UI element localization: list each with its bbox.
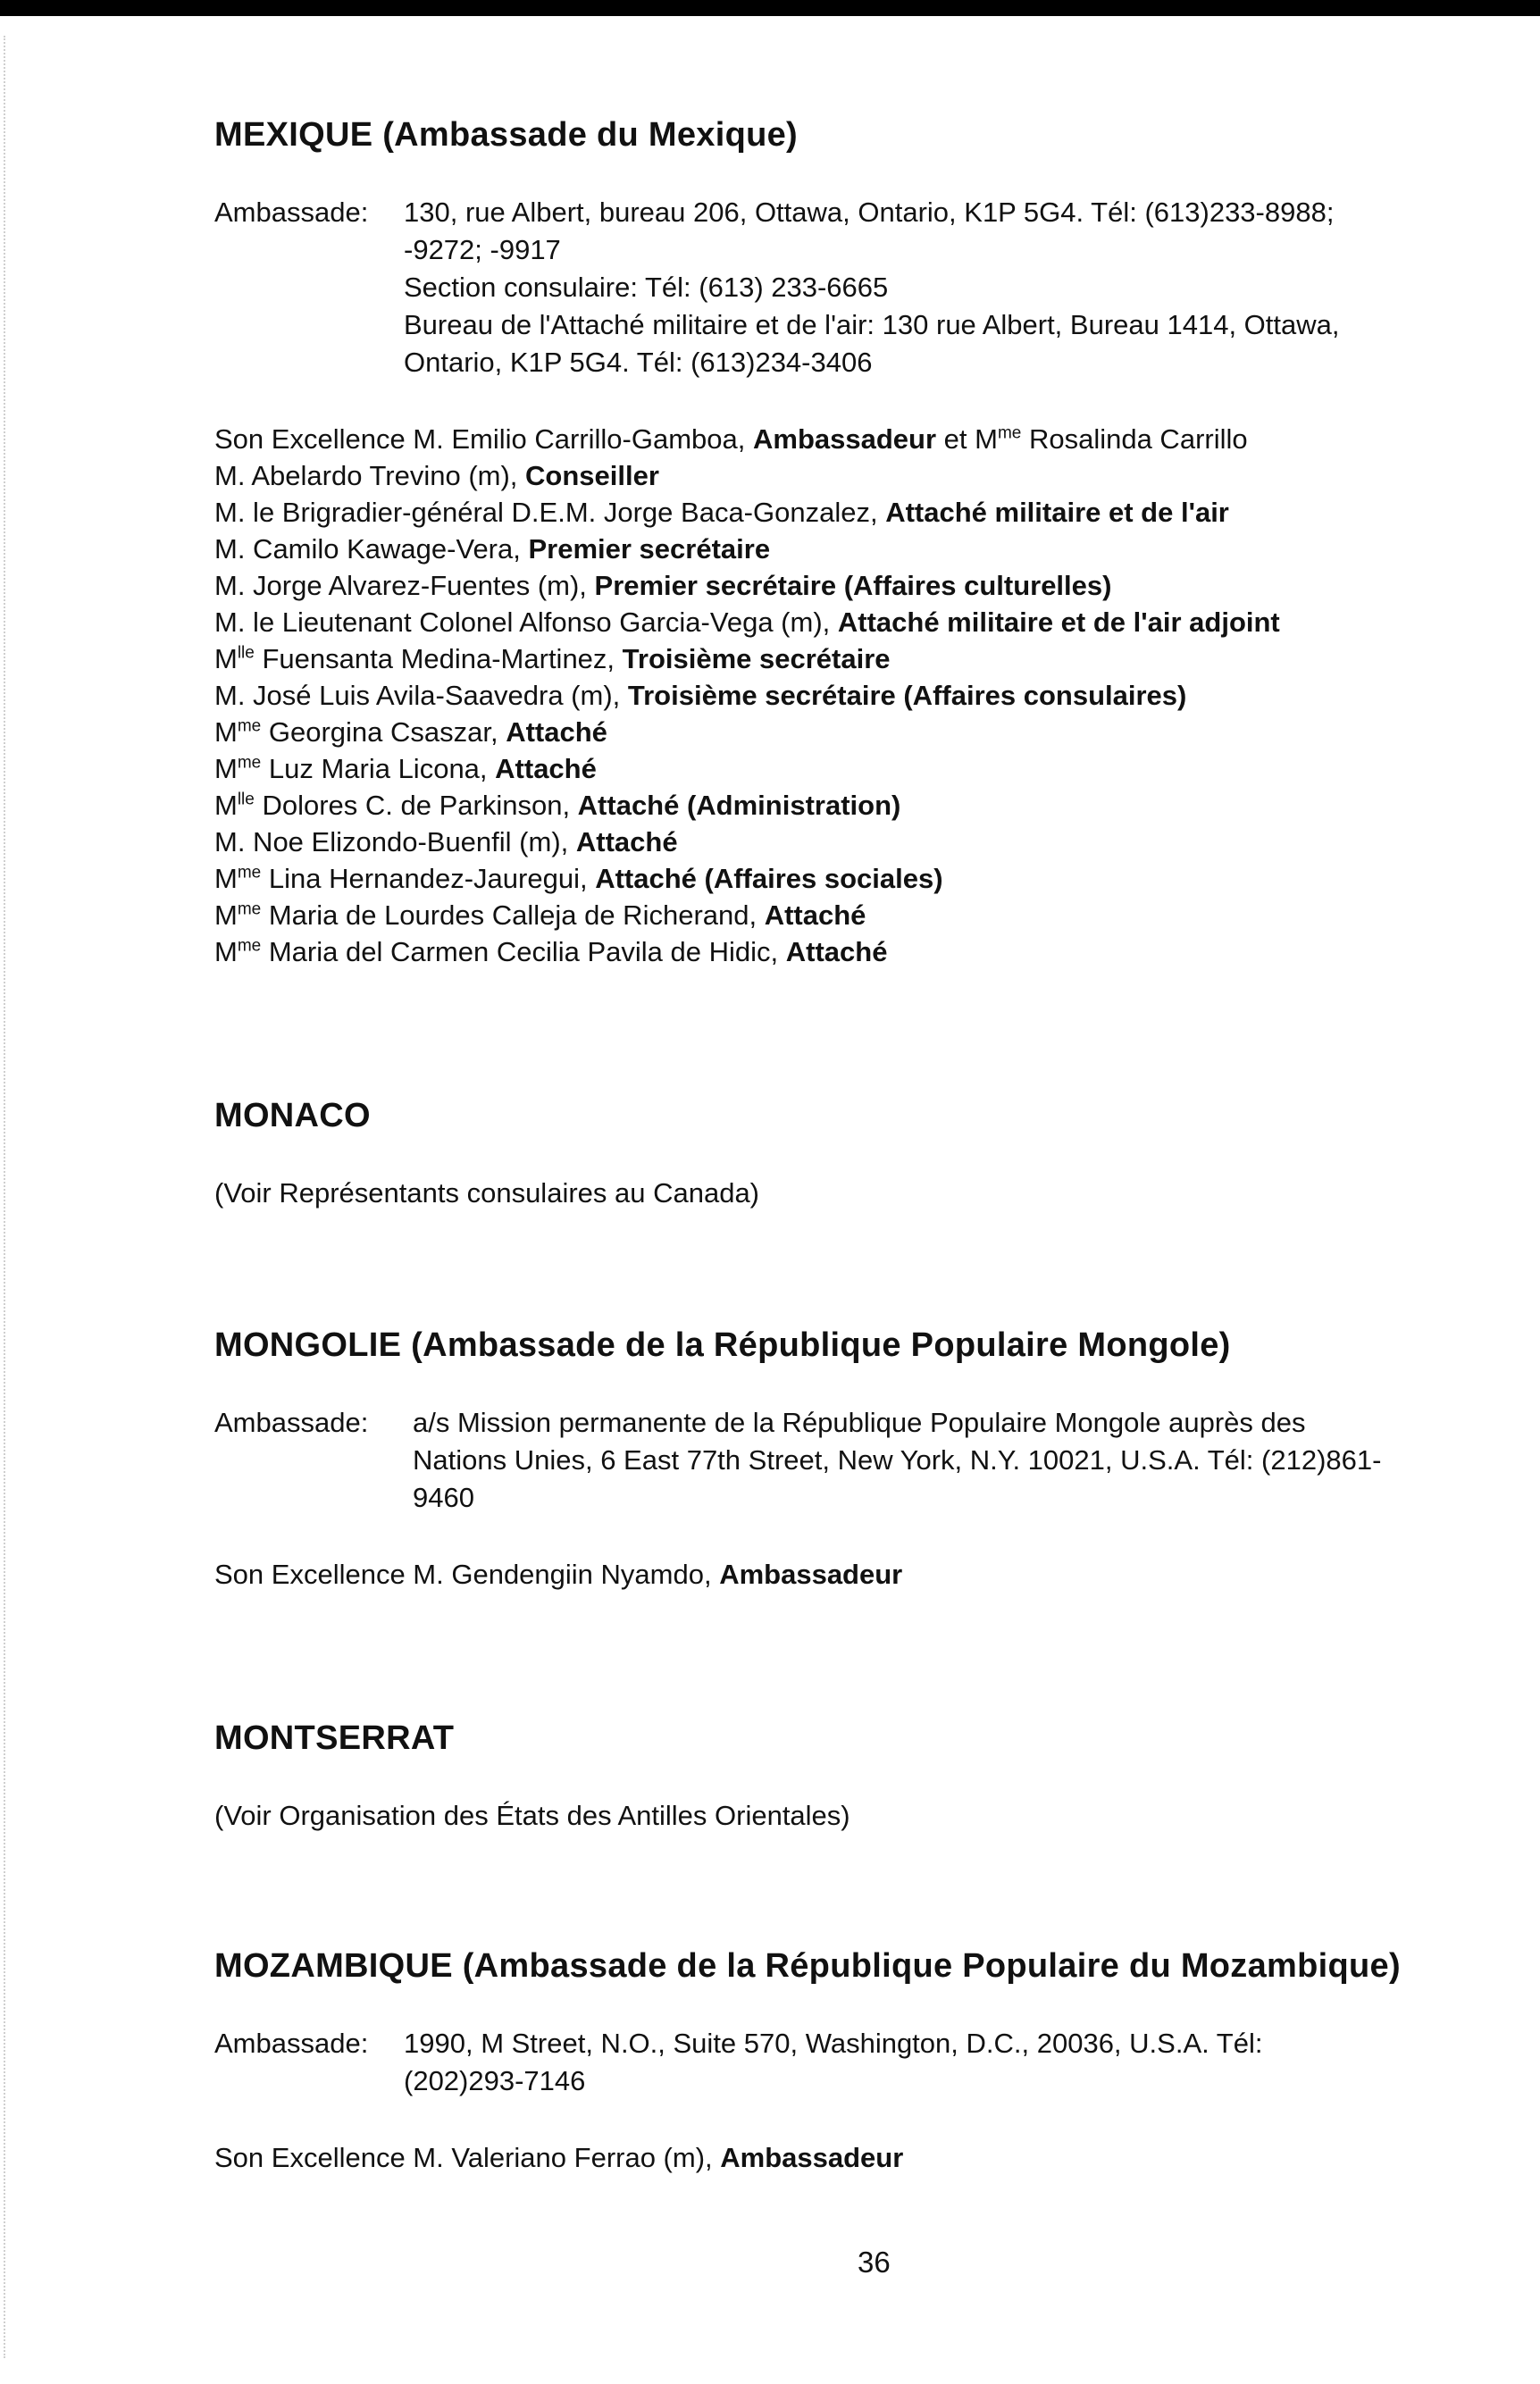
section-heading: MONGOLIE (Ambassade de la République Populaire Mongole) — [214, 1326, 1231, 1364]
embassy-label: Ambassade: — [214, 2028, 369, 2059]
address-line: Section consulaire: Tél: (613) 233-6665 — [404, 272, 889, 303]
scan-top-border — [0, 0, 1540, 27]
staff-entry: Son Excellence M. Gendengiin Nyamdo, Ambassadeur — [214, 1559, 903, 1590]
embassy-address-lines — [404, 194, 1510, 381]
section-heading: MOZAMBIQUE (Ambassade de la République Populaire du Mozambique) — [214, 1947, 1401, 1985]
embassy-address-block — [214, 2025, 1510, 2100]
staff-list — [214, 2139, 1510, 2176]
embassy-label: Ambassade: — [214, 1407, 369, 1438]
address-line: (202)293-7146 — [404, 2065, 586, 2096]
staff-entry: M. Camilo Kawage-Vera, Premier secrétaire — [214, 533, 771, 565]
staff-entry: $M^{me}$ Georgina Csaszar, Attaché — [214, 716, 607, 748]
scan-left-margin — [4, 36, 32, 2358]
staff-entry: $M^{me}$ Maria del Carmen Cecilia Pavila de Hidic, Attaché — [214, 936, 888, 967]
embassy-address-lines — [413, 1404, 1510, 1517]
embassy-label: Ambassade: — [214, 197, 369, 228]
staff-entry: M. le Brigradier-général D.E.M. Jorge Baca-Gonzalez, Attaché militaire et de l'air — [214, 497, 1229, 528]
page-number: 36 — [858, 2246, 891, 2279]
staff-entry: Son Excellence M. Emilio Carrillo-Gamboa, Ambassadeur et $M^{me}$ Rosalinda Carrillo — [214, 423, 1248, 455]
staff-entry: $M^{me}$ Lina Hernandez-Jauregui, Attaché (Affaires sociales) — [214, 863, 943, 894]
staff-list — [214, 421, 1510, 970]
embassy-address-block — [214, 194, 1510, 381]
address-line: 130, rue Albert, bureau 206, Ottawa, Ontario, K1P 5G4. Tél: (613)233-8988; — [404, 197, 1335, 228]
address-line: Nations Unies, 6 East 77th Street, New York, N.Y. 10021, U.S.A. Tél: (212)861- — [413, 1444, 1382, 1476]
embassy-address-lines — [404, 2025, 1510, 2100]
staff-entry: Son Excellence M. Valeriano Ferrao (m), Ambassadeur — [214, 2142, 904, 2173]
section-mongolie — [214, 1326, 1510, 1593]
section-monaco — [214, 1097, 1510, 1212]
address-line: -9272; -9917 — [404, 234, 561, 265]
address-line: a/s Mission permanente de la République Populaire Mongole auprès des — [413, 1407, 1306, 1438]
staff-entry: $M^{me}$ Maria de Lourdes Calleja de Richerand, Attaché — [214, 899, 866, 931]
section-montserrat — [214, 1719, 1510, 1835]
staff-entry: M. le Lieutenant Colonel Alfonso Garcia-Vega (m), Attaché militaire et de l'air adjoint — [214, 606, 1280, 638]
staff-entry: M. Noe Elizondo-Buenfil (m), Attaché — [214, 826, 678, 857]
cross-reference-note: (Voir Représentants consulaires au Canada) — [214, 1177, 760, 1209]
section-heading: MONTSERRAT — [214, 1719, 455, 1757]
staff-entry: M. Jorge Alvarez-Fuentes (m), Premier secrétaire (Affaires culturelles) — [214, 570, 1112, 601]
address-line: Ontario, K1P 5G4. Tél: (613)234-3406 — [404, 347, 873, 378]
embassy-address-block — [214, 1404, 1510, 1517]
section-mexique — [214, 116, 1510, 970]
staff-entry: M. José Luis Avila-Saavedra (m), Troisième secrétaire (Affaires consulaires) — [214, 680, 1187, 711]
staff-entry: $M^{me}$ Luz Maria Licona, Attaché — [214, 753, 597, 784]
cross-reference-note: (Voir Organisation des États des Antilles Orientales) — [214, 1800, 850, 1831]
address-line: 1990, M Street, N.O., Suite 570, Washington, D.C., 20036, U.S.A. Tél: — [404, 2028, 1263, 2059]
section-mozambique — [214, 1947, 1510, 2176]
staff-entry: $M^{lle}$ Dolores C. de Parkinson, Attaché (Administration) — [214, 790, 901, 821]
address-line: Bureau de l'Attaché militaire et de l'air: 130 rue Albert, Bureau 1414, Ottawa, — [404, 309, 1340, 340]
address-line: 9460 — [413, 1482, 474, 1513]
staff-entry: $M^{lle}$ Fuensanta Medina-Martinez, Troisième secrétaire — [214, 643, 891, 674]
staff-entry: M. Abelardo Trevino (m), Conseiller — [214, 460, 659, 491]
section-heading: MONACO — [214, 1097, 371, 1134]
section-heading: MEXIQUE (Ambassade du Mexique) — [214, 116, 799, 154]
staff-list — [214, 1556, 1510, 1593]
